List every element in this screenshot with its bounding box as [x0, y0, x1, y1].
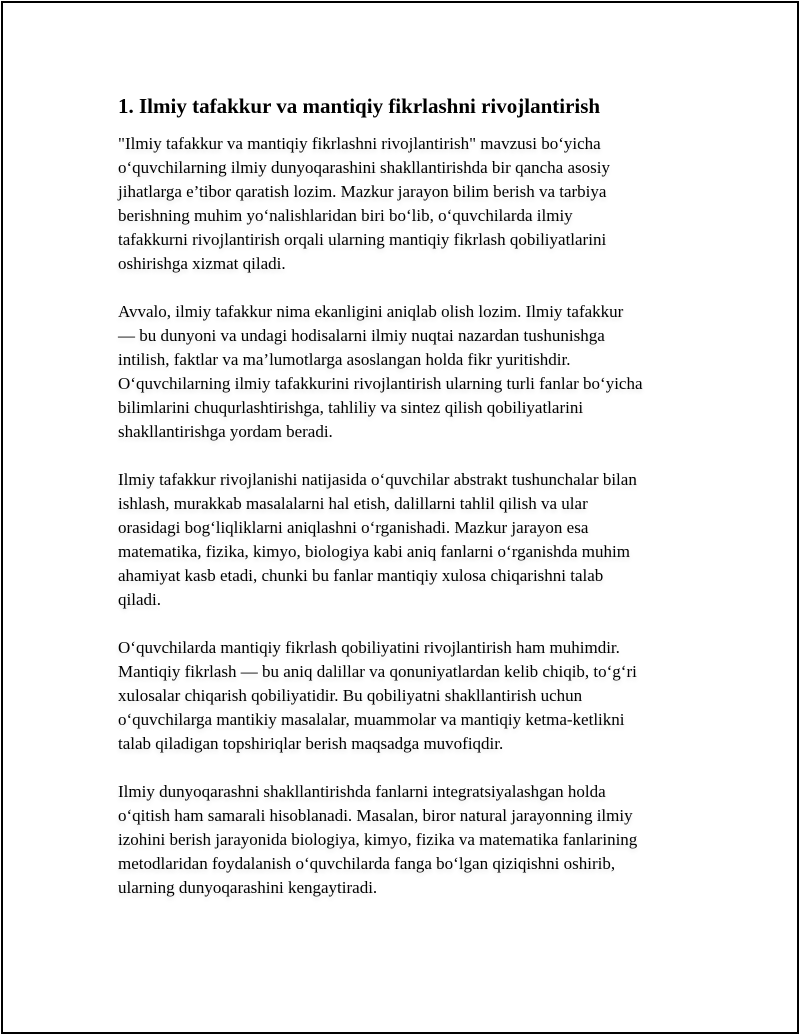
text-line: bilimlarini chuqurlashtirishga, tahliliy va sintez qilish qobiliyatlarini [118, 398, 584, 417]
text-line: jihatlarga e’tibor qaratish lozim. Mazkur jarayon bilim berish va tarbiya [118, 182, 607, 201]
text-line: talab qiladigan topshiriqlar berish maqsadga muvofiqdir. [118, 734, 504, 753]
text-line: o‘qitish ham samarali hisoblanadi. Masalan, biror natural jarayonning ilmiy [118, 806, 633, 825]
text-line: O‘quvchilarning ilmiy tafakkurini rivojlantirish ularning turli fanlar bo‘yicha [118, 374, 643, 393]
text-line: berishning muhim yo‘nalishlaridan biri bo‘lib, o‘quvchilarda ilmiy [118, 206, 573, 225]
text-line: tafakkurni rivojlantirish orqali ularning mantiqiy fikrlash qobiliyatlarini [118, 230, 607, 249]
text-line: Ilmiy dunyoqarashni shakllantirishda fanlarni integratsiyalashgan holda [118, 782, 606, 801]
text-line: oshirishga xizmat qiladi. [118, 254, 286, 273]
text-line: o‘quvchilarning ilmiy dunyoqarashini shakllantirishda bir qancha asosiy [118, 158, 610, 177]
text-line: ahamiyat kasb etadi, chunki bu fanlar mantiqiy xulosa chiqarishni talab [118, 566, 604, 585]
text-line: orasidagi bog‘liqliklarni aniqlashni o‘rganishadi. Mazkur jarayon esa [118, 518, 589, 537]
text-line: izohini berish jarayonida biologiya, kimyo, fizika va matematika fanlarining [118, 830, 638, 849]
section-title: 1. Ilmiy tafakkur va mantiqiy fikrlashni rivojlantirish [118, 94, 601, 118]
text-line: O‘quvchilarda mantiqiy fikrlash qobiliyatini rivojlantirish ham muhimdir. [118, 638, 620, 657]
paragraph [118, 636, 698, 756]
text-line: qiladi. [118, 590, 161, 609]
text-line: ularning dunyoqarashini kengaytiradi. [118, 878, 378, 897]
paragraph [118, 300, 698, 444]
text-line: o‘quvchilarga mantikiy masalalar, muammolar va mantiqiy ketma-ketlikni [118, 710, 625, 729]
text-line: metodlaridan foydalanish o‘quvchilarda fanga bo‘lgan qiziqishni oshirib, [118, 854, 616, 873]
text-line: "Ilmiy tafakkur va mantiqiy fikrlashni rivojlantirish" mavzusi bo‘yicha [118, 134, 601, 153]
text-line: Mantiqiy fikrlash — bu aniq dalillar va qonuniyatlardan kelib chiqib, to‘g‘ri [118, 662, 637, 681]
text-line: shakllantirishga yordam beradi. [118, 422, 333, 441]
text-line: — bu dunyoni va undagi hodisalarni ilmiy nuqtai nazardan tushunishga [118, 326, 605, 345]
text-line: Ilmiy tafakkur rivojlanishi natijasida o‘quvchilar abstrakt tushunchalar bilan [118, 470, 637, 489]
text-line: ishlash, murakkab masalalarni hal etish, dalillarni tahlil qilish va ular [118, 494, 588, 513]
text-line: intilish, faktlar va ma’lumotlarga asoslangan holda fikr yuritishdir. [118, 350, 571, 369]
text-line: matematika, fizika, kimyo, biologiya kabi aniq fanlarni o‘rganishda muhim [118, 542, 630, 561]
paragraph [118, 132, 698, 276]
document-body [118, 88, 698, 924]
text-line: xulosalar chiqarish qobiliyatidir. Bu qobiliyatni shakllantirish uchun [118, 686, 583, 705]
paragraph [118, 468, 698, 612]
text-line: Avvalo, ilmiy tafakkur nima ekanligini aniqlab olish lozim. Ilmiy tafakkur [118, 302, 624, 321]
paragraph [118, 780, 698, 900]
